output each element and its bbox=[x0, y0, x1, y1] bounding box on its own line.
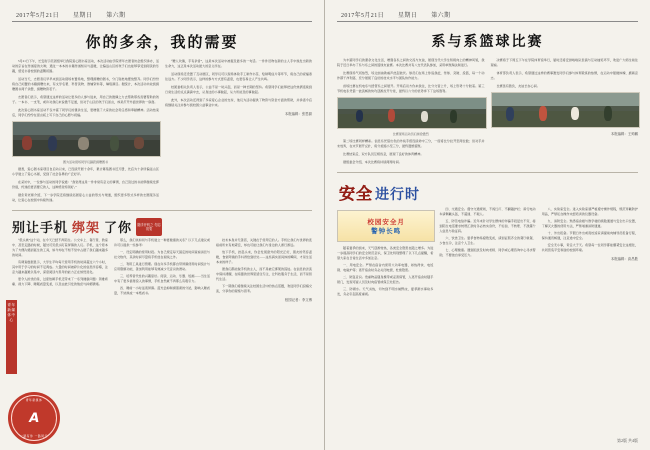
paragraph: 比赛虽有胜负，友谊长存心间。 bbox=[496, 84, 540, 88]
paragraph: 八、实验室安全。进入实验室须严格遵守操作规程，规范穿戴防护用品，严禁私自操作未经培训的仪器设备。 bbox=[541, 207, 638, 216]
right-headline: 系与系篮球比赛 bbox=[431, 34, 544, 50]
paragraph: 十、外出报备。节假日外出或离校返家请提前向辅导员报备行程，保持通讯畅通，注意途中安全。 bbox=[541, 231, 638, 240]
right-column-2 bbox=[491, 58, 639, 168]
paragraph: “低头族”这个词，在今天已经不再陌生。公交车上、餐厅里、教室中、甚至走路的时候，随处可见低头盯着屏幕的人们。手机，这个原本为了方便沟通而诞生的工具，如今却在不知不觉中占据了我们越来越多的时间。 bbox=[12, 238, 108, 257]
paragraph: 下一期我们将继续关注校园生活中的热点话题，欢迎同学们投稿交流，分享你的观察与思考。 bbox=[216, 284, 312, 293]
paragraph: 活动现场还设置了互动展区，同学们可以现场体验手工制作书签、绘制明信片等环节，将自己的祝福寄往远方。不少同学表示，这样的参与方式更有温度，也更容易让人产生共鸣。 bbox=[165, 72, 312, 81]
left-column-2 bbox=[165, 59, 312, 206]
article-photo bbox=[12, 121, 161, 157]
paragraph: 志愿者们表示，希望通过这样的活动让更多的人参与进来，用自己的微薄之力去帮助那些需要帮助的孩子。一本书、一支笔，或许对我们来说微不足道，但对于山区的孩子们而言，却是打开外面世界的一扇窗。 bbox=[12, 95, 159, 104]
safety-section-title bbox=[339, 181, 638, 204]
paragraph: 有调查数据显示，大学生平均每天使用手机的时间超过六个小时，其中用于学习的时间不足两成。大量的时间被碎片化的信息所吞噬，注意力越来越难以集中，深度阅读与思考的能力正在悄然退化。 bbox=[12, 260, 108, 274]
paragraph: 安全无小事，责任大于天。希望每一位同学都能绷紧安全这根弦，共同营造平安和谐的校园环境。 bbox=[541, 243, 638, 252]
paragraph: 在采访中，一位参与活动的同学说道：“我觉得这是一件非常有意义的事情，自己读过的书能够继续发挥价值，传递给更需要它的人，这种感觉特别好。” bbox=[12, 180, 159, 189]
logo-bottom-text: 一路有你 一路同行 bbox=[20, 435, 48, 438]
safety-banner bbox=[337, 210, 435, 242]
paragraph: 二、利用工具进行管理。现在许多手机都自带屏幕使用时间统计与应用限额功能，善加利用能够有效减少无意识的滑动。 bbox=[114, 262, 210, 271]
paragraph: 决赛将于下周五下午在学院体育馆举行，届时还将安排啦啦队表演与互动抽奖环节，欢迎广大师生前往观看。 bbox=[490, 58, 638, 67]
newspaper-logo bbox=[8, 392, 60, 444]
masthead-date: 2017年5月21日 bbox=[341, 13, 385, 19]
paragraph: 此次爱心图书室活动不仅丰富了同学们的课余生活，更增强了大家的社会责任感和奉献精神。活动结束后，同学们纷纷在留言板上写下自己的心愿与祝福。 bbox=[12, 108, 159, 117]
paragraph: 比赛现场气氛热烈，场边加油助威声此起彼伏。球员们在场上你追我赶，传球、突破、投篮，每一个动作都干净利落，充分展现了良好的技术水平与团队协作能力。 bbox=[337, 71, 485, 80]
paragraph: 随着夏季的到来，天气逐渐转热，各类安全隐患也随之增多。为进一步提高同学们的安全防范意识，保卫处特别整理了以下几点提醒，希望大家在日常生活中多加注意。 bbox=[337, 246, 434, 260]
paragraph: 五、防范电信诈骗。近年来针对学生群体的诈骗手段层出不穷，接到陌生电话要求转账汇款时务必核实身份，不轻信、不转账、不泄露个人信息与验证码。 bbox=[439, 219, 536, 233]
paragraph: 据组委会介绍，本次比赛将持续两周时间。 bbox=[343, 160, 402, 164]
feature-column-1 bbox=[12, 238, 108, 302]
paragraph: 一、设定明确的使用时段。为自己规定每天固定的时间查看消息与社交软件，其余时间尽量将手机放在视线之外。 bbox=[114, 250, 210, 259]
banner-line-2: 警钟长鸣 bbox=[371, 227, 402, 235]
article-photo-2 bbox=[491, 92, 641, 128]
safety-column-1 bbox=[337, 207, 433, 299]
left-column-1 bbox=[12, 59, 159, 206]
paragraph: 比赛结束后，双方队员互相致意，展现了良好的体育精神。 bbox=[343, 152, 424, 156]
photo-caption: 比赛现场运动员们拼抢激烈 bbox=[392, 132, 429, 136]
logo-top-text: 青年新媒体 bbox=[25, 399, 43, 402]
left-headline: 你的多余，我的需要 bbox=[85, 33, 239, 51]
right-column-1 bbox=[337, 58, 485, 168]
paragraph: 二、防盗意识。贵重物品随身携带或妥善保管，人离开宿舍时随手锁门，发现可疑人员及时向宿管或保卫处报告。 bbox=[337, 275, 434, 284]
feature-column-3 bbox=[216, 238, 312, 302]
paragraph: 据负责老师介绍，下一步学院还将继续拓展爱心公益的形式与渠道，组织更多形式多样的志愿服务活动，让爱心在校园中持续传递。 bbox=[12, 193, 159, 202]
article-photo bbox=[337, 97, 487, 129]
banner-line-1: 校园安全月 bbox=[367, 218, 405, 226]
paragraph: 七、心理健康。遇到困扰及时向老师、同学或心理咨询中心寻求帮助，不要独自承受压力。 bbox=[439, 248, 536, 257]
safety-column-2 bbox=[439, 207, 535, 299]
paragraph: 据悉，爱心图书室项目自启动以来，已连续开展十余年，累计募集图书近万册，先后为十余所偏远山区小学建立了爱心书屋，受到了社会各界的广泛好评。 bbox=[12, 167, 159, 176]
left-article-columns bbox=[12, 59, 312, 206]
photo-caption: 图为活动现场同学们踊跃捐赠图书 bbox=[62, 160, 108, 164]
right-masthead bbox=[337, 10, 638, 22]
paragraph: 第二场比赛同样精彩。信息系凭借出色的外线手感连续命中三分，一度将比分拉开至两位数；但对手并未放弃，在末节展开反扑，将分差缩小至三分，最终遗憾惜败。 bbox=[337, 139, 485, 148]
masthead-weekday: 星期日 bbox=[398, 13, 418, 19]
paragraph: 愿我们都能做手机的主人，而不是被它绑架的囚徒。在信息的洪流中保持清醒，在喧嚣的世界里留住专注，让科技服务于生活，而不是替代生活。 bbox=[216, 267, 312, 281]
article-byline: 本报编辑：王帅鹏 bbox=[610, 132, 638, 136]
section-divider bbox=[337, 172, 638, 173]
feature-column-2 bbox=[114, 238, 210, 302]
masthead-weekday: 星期日 bbox=[73, 13, 93, 19]
paragraph: 一、用电安全。严禁在宿舍内使用大功率电器，如热得快、电饭锅、电磁炉等；离开宿舍时务必关闭电源，杜绝隐患。 bbox=[337, 263, 434, 272]
page-number: 第2版 共4版 bbox=[617, 438, 638, 443]
paragraph: 九、消防安全。熟悉宿舍楼与教学楼的疏散通道与安全出口位置，了解灭火器的使用方法，严禁堵塞消防通道。 bbox=[541, 219, 638, 228]
feature-title bbox=[12, 217, 312, 236]
paragraph: “赠人玫瑰，手有余香”，这是本次活动中被提及最多的一句话。一件件旧物在新的主人手中焕发出新的生命力，这正是本次活动最大的意义所在。 bbox=[165, 59, 312, 68]
feature-stamp: 随手开机之 勿忘初衷 bbox=[136, 218, 162, 236]
feature-title-part3: 了你 bbox=[104, 221, 133, 236]
safety-column-3 bbox=[542, 207, 638, 299]
safety-title-red: 安全 bbox=[339, 184, 374, 203]
masthead-date: 2017年5月21日 bbox=[16, 13, 60, 19]
safety-title-blue: 进行时 bbox=[375, 187, 421, 203]
section-divider bbox=[12, 210, 312, 211]
feature-columns bbox=[12, 238, 312, 302]
masthead-issue: 第六期 bbox=[431, 13, 451, 19]
paragraph: 三、培养替代性的兴趣爱好。阅读、运动、乐器、绘画——当生活中有了更多值得投入的事情，手机自然就不再那么有吸引力。 bbox=[114, 274, 210, 283]
article-byline: 本报编辑：张思源 bbox=[284, 112, 312, 116]
masthead-issue: 第六期 bbox=[106, 13, 126, 19]
feature-title-part2: 绑架 bbox=[72, 221, 101, 236]
paragraph: 5月21日下午，长安街示范团组举行我院爱心图书室活动，本次活动由学院青年志愿者协会组织承办，活动的宗旨在传递爱的火种，通过一本本的书籍传递知识与温暖，让偏远山区的孩子们也能够享受到阅读的乐趣，感受书香校园的温馨氛围。 bbox=[12, 59, 159, 73]
right-article-columns bbox=[337, 58, 638, 168]
vertical-banner: 青年新媒体中心 bbox=[6, 300, 17, 374]
paragraph: 校团委相关负责人表示，公益不是一时兴起，而是一种长期的坚持。希望同学们能够把这份热情延续到日常生活的点点滴滴中去，从身边的小事做起，从力所能及的事做起。 bbox=[165, 85, 312, 94]
paragraph: 首场比赛在机电系与经管系之间展开。开场后双方你来我往，比分交替上升，场上形势十分胶着。第三节机电系凭借一波流畅的快攻逐渐拉开分差，最终以六分的优势拿下了这场胜利。 bbox=[337, 84, 485, 93]
paragraph: 更令人担忧的是，过度依赖手机还带来了一系列健康问题：颈椎疼痛、视力下降、睡眠质量变差，以及由此引发的焦虑与抑郁情绪。 bbox=[12, 277, 108, 286]
paragraph: 活动当天，志愿者们早早来到活动现场布置场地，整理捐赠的图书，分门别类地摆放整齐。同学们纷纷将自己闲置的书籍捐赠出来，有文学名著、科普读物、教辅资料等，琳琅满目。据统计，本次活动共收到捐赠图书两千余册，捐赠物资若干。 bbox=[12, 77, 159, 91]
paragraph: 为丰富同学们的课余文化生活，增强各系之间的交流与友谊，展现当代大学生积极向上的精神风貌，我院于近日举办了系与系之间的篮球友谊赛。本次比赛共有八支代表队参加，采用单败淘汰制进行。 bbox=[337, 58, 485, 67]
safety-columns bbox=[337, 207, 638, 299]
feature-byline: 校园记者：李文博 bbox=[284, 298, 312, 302]
logo-mark: A bbox=[27, 410, 41, 426]
paragraph: 四、交通安全。遵守交通规则，不闯红灯、不翻越护栏；骑行电动车请佩戴头盔，不超速、不载人。 bbox=[439, 207, 536, 216]
paragraph: 放下手机，抬起头来，你会发现窗外的阳光正好，朋友的笑容温暖，食堂阿姨的手抖得恰到好处——这些真实而具体的瞬间，才是生活本来的样子。 bbox=[216, 250, 312, 264]
safety-byline: 本报编辑：高昌胜 bbox=[610, 257, 638, 261]
feature-title-part1: 别让手机 bbox=[12, 221, 69, 236]
logo-ring bbox=[11, 395, 57, 441]
right-page bbox=[325, 0, 650, 450]
paragraph: 六、饮食卫生。夏季食物易腐败变质，请到证照齐全的餐厅就餐，少食生冷，注意个人卫生。 bbox=[439, 236, 536, 245]
paragraph: 四、睡前一小时远离屏幕。蓝光会抑制褪黑素的分泌，影响入睡质量，不妨换成一本纸质书。 bbox=[114, 286, 210, 295]
paragraph: 技术本身并无善恶，关键在于使用它的人。手机让我们与世界的连接前所未有地紧密，却也可能让我们与身边的人渐行渐远。 bbox=[216, 238, 312, 247]
paragraph: 此外，本次活动还得到了多家爱心企业的支持，他们为活动提供了物资与资金方面的帮助，并承诺今后将继续关注并参与到校园公益事业中来。 bbox=[165, 98, 312, 107]
paragraph: 体育部负责人表示，希望通过这样的赛事激发同学们参与体育锻炼的热情，在运动中强健体魄、磨砺意志。 bbox=[490, 71, 638, 80]
left-masthead bbox=[12, 10, 312, 22]
paragraph: 那么，我们该如何与手机建立一种更健康的关系？以下几点建议或许可以提供一些参考： bbox=[114, 238, 210, 247]
paragraph: 三、防溺水。天气炎热，切勿到不明水域野泳，夏季溺水事故多发，务必引起高度重视。 bbox=[337, 287, 434, 296]
